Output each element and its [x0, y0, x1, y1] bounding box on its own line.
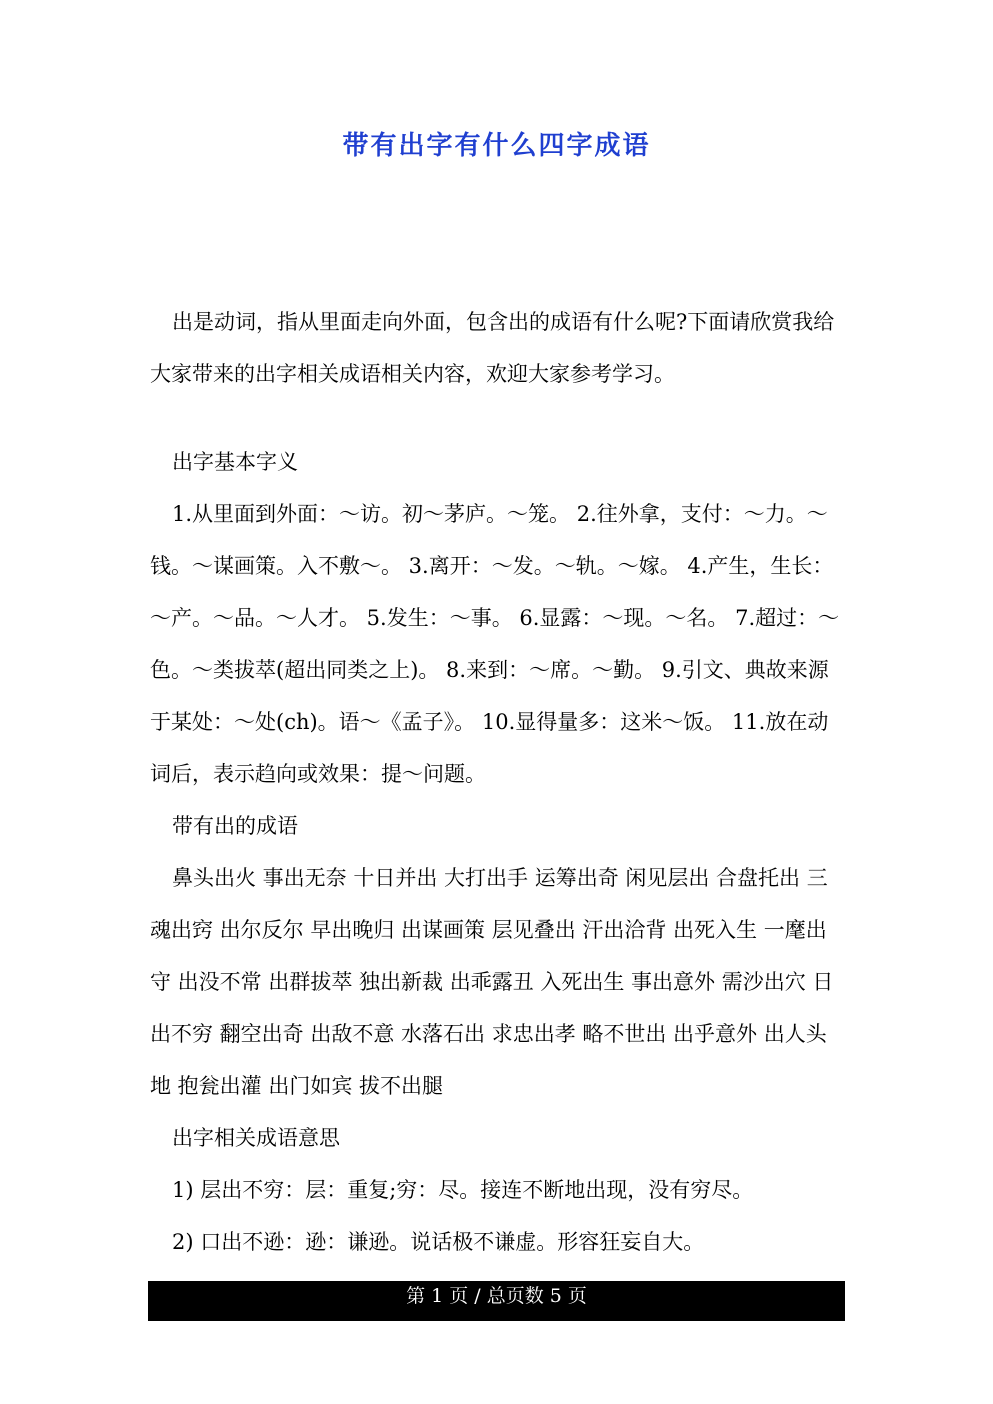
section-heading-meaning: 出字基本字义 — [172, 450, 298, 474]
definition-item: 1) 层出不穷：层：重复;穷：尽。接连不断地出现，没有穷尽。 — [172, 1178, 754, 1202]
section-body-idioms: 鼻头出火 事出无奈 十日并出 大打出手 运筹出奇 闲见层出 合盘托出 三魂出窍 出尔反尔 早出晚归 出谋画策 层见叠出 汗出洽背 出死入生 一麾出守 出没不常 出群拔萃 独出新裁 出乖露丑 入死出生 事出意外 需沙出穴 日出不穷 翻空出奇 出敌不意 水落石出 求忠出孝 略不世出 出乎意外 出人头地 抱瓮出灌 出门如宾 拔不出腿 — [150, 866, 834, 1098]
intro-paragraph: 出是动词，指从里面走向外面，包含出的成语有什么呢?下面请欣赏我给大家带来的出字相关成语相关内容，欢迎大家参考学习。 — [150, 310, 835, 386]
document-body — [150, 296, 840, 1268]
section-body-meaning: 1.从里面到外面：～访。初～茅庐。～笼。 2.往外拿，支付：～力。～钱。～谋画策。入不敷～。 3.离开：～发。～轨。～嫁。 4.产生，生长：～产。～品。～人才。 5.发生：～事。 6.显露：～现。～名。 7.超过：～色。～类拔萃(超出同类之上)。 8.来到：～席。～勤。 9.引文、典故来源于某处：～处(ch)。语～《孟子》。 10.显得量多：这米～饭。 11.放在动词后，表示趋向或效果：提～问题。 — [150, 502, 840, 786]
section-heading-definitions: 出字相关成语意思 — [172, 1126, 340, 1150]
definition-item: 2) 口出不逊：逊：谦逊。说话极不谦虚。形容狂妄自大。 — [172, 1230, 705, 1254]
document-title: 带有出字有什么四字成语 — [342, 131, 651, 161]
section-heading-idioms: 带有出的成语 — [172, 814, 298, 838]
page-footer: 第 1 页 / 总页数 5 页 — [148, 1281, 845, 1321]
